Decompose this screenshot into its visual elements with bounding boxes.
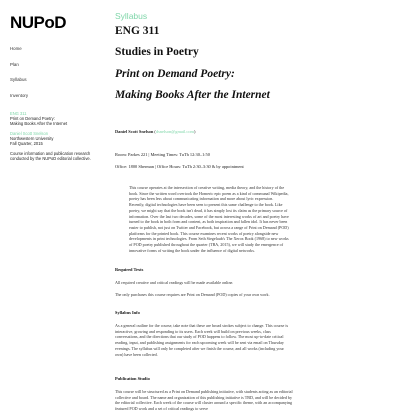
author-name: Daniel Scott Snelson	[115, 129, 154, 134]
course-subtitle-1: Print on Demand Poetry:	[115, 68, 235, 80]
office-info: Office: 1800 Sherman | Office Hours: TuTh 2:30–3:30 & by appointment	[115, 164, 244, 169]
required-texts-p1: All required creative and critical readings will be made available online.	[115, 280, 234, 285]
course-code-heading: ENG 311	[115, 25, 160, 37]
course-label: ENG 311	[10, 111, 27, 116]
nav-inventory[interactable]: Inventory	[10, 92, 29, 98]
publication-studio-paragraph: This course will be structured as a Print on Demand publishing initiative, with students acting as an editorial collective and board. The name and organization of this publishing initiative is TBD, and will be decided by the editorial collective. Each week of the course will cluster around a specific theme, with an accompanying featured POD work and a set of critical readings to serve	[115, 389, 293, 412]
instructor-link[interactable]: Daniel Scott Snelson	[10, 131, 49, 136]
author-line: Daniel Scott Snelson (dsnelson@gmail.com)	[115, 129, 196, 134]
required-texts-p2: The only purchases this course requires are Print on Demand (POD) copies of your own work.	[115, 292, 270, 297]
course-title-heading: Studies in Poetry	[115, 46, 199, 58]
sidebar	[0, 0, 95, 415]
sidebar-nav	[10, 46, 28, 108]
room-meeting-info: Room: Parkes 221 | Meeting Times: TuTh 12:30–1:50	[115, 152, 210, 157]
term-line: Fall Quarter, 2015	[10, 141, 43, 146]
syllabus-info-paragraph: As a general outline for the course, take note that these are broad strokes subject to change. This course is interactive, growing and responding to its users. Each week will build on previous weeks, class conversations, and the directions that our study of POD happens to follow. The most up-to-date critical reading, input, and publishing assignments for each upcoming week will be sent via email on Thursday evenings. The syllabus will only be completed after we finish the course, and all works (including your own) have been collected.	[115, 323, 289, 357]
author-email[interactable]: dsnelson@gmail.com	[155, 129, 194, 134]
course-description: This course operates at the intersection of creative writing, media theory, and the history of the book. Since the written word overtook the Homeric epic poem as a kind of communal Wikipedia, poetry has been less about communicating information and more about lyric expression. Recently, digital technologies have been seen to present this same challenge to the book. Like poetry, we might say that the book isn't dead, it has simply lost its claim as the primary source of information. Over the last two decades, some of the most interesting works of art and poetry have turned to the book in both form and content, as both inspiration and fallen idol. It has never been easier to publish, not just on Twitter and Facebook, but across a range of Print on Demand (POD) platforms for the printed book. This course examines recent works of poetry alongside new developments in print technologies. From Seth Siegelaub's The Xerox Book (1968) to new works of POD poetry published throughout the quarter (TBA, 2015), we will study the emergence of innovative forms of writing the book under the influence of digital networks.	[129, 185, 289, 253]
required-texts-heading: Required Texts	[115, 267, 144, 272]
course-subtitle-2: Making Books After the Internet	[115, 89, 270, 101]
university-line: Northwestern University	[10, 136, 54, 141]
course-line-2: Making Books After the Internet	[10, 121, 68, 126]
course-line-1: Print on Demand Poetry:	[10, 116, 55, 121]
collective-note: Course information and publication research conducted by the NUPoD editorial collective.	[10, 151, 91, 161]
publication-studio-heading: Publication Studio	[115, 376, 150, 381]
nav-syllabus[interactable]: Syllabus	[10, 77, 27, 82]
nav-home[interactable]: Home	[10, 46, 22, 51]
breadcrumb[interactable]: Syllabus	[115, 11, 148, 21]
sidebar-info	[10, 111, 95, 166]
site-logo[interactable]: NUPoD	[10, 13, 67, 32]
syllabus-info-heading: Syllabus Info	[115, 310, 140, 315]
nav-plan[interactable]: Plan	[10, 61, 19, 67]
